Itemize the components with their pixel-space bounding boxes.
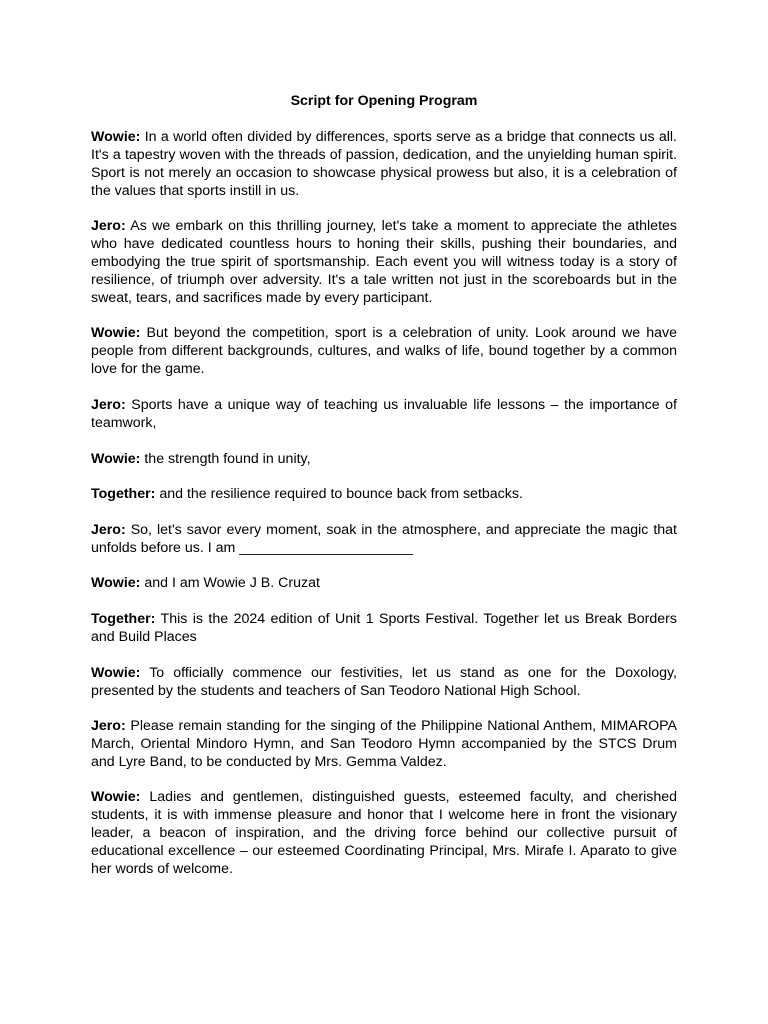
script-paragraph bbox=[91, 324, 677, 378]
speaker-label: Wowie: bbox=[91, 789, 141, 805]
speaker-label: Wowie: bbox=[91, 129, 141, 145]
speaker-label: Together: bbox=[91, 486, 156, 502]
speaker-label: Wowie: bbox=[91, 575, 141, 591]
speaker-label: Jero: bbox=[91, 218, 126, 234]
dialogue-text: and I am Wowie J B. Cruzat bbox=[144, 575, 320, 591]
dialogue-text: In a world often divided by differences, sports serve as a bridge that connects us all. It's a tapestry woven with the threads of passion, dedication, and the unyielding human spirit. Sport is not merely an occasion to showcase physical prowess but also, it is a celebration of the values that sports instill in us. bbox=[91, 129, 677, 199]
speaker-label: Wowie: bbox=[91, 451, 141, 467]
script-paragraph bbox=[91, 664, 677, 700]
script-paragraph bbox=[91, 788, 677, 878]
script-paragraph bbox=[91, 485, 677, 503]
dialogue-text: As we embark on this thrilling journey, let's take a moment to appreciate the athletes who have dedicated countless hours to honing their skills, pushing their boundaries, and embodying the true spirit of sportsmanship. Each event you will witness today is a story of resilience, of triumph over adversity. It's a tale written not just in the scoreboards but in the sweat, tears, and sacrifices made by every participant. bbox=[91, 218, 677, 306]
page-title: Script for Opening Program bbox=[290, 93, 478, 109]
speaker-label: Jero: bbox=[91, 397, 126, 413]
dialogue-text: So, let's savor every moment, soak in the atmosphere, and appreciate the magic that unfolds before us. I am ______________________ bbox=[91, 522, 677, 556]
dialogue-text: Sports have a unique way of teaching us invaluable life lessons – the importance of teamwork, bbox=[91, 397, 677, 431]
dialogue-text: To officially commence our festivities, let us stand as one for the Doxology, presented by the students and teachers of San Teodoro National High School. bbox=[91, 665, 677, 699]
dialogue-text: the strength found in unity, bbox=[144, 451, 311, 467]
dialogue-text: Ladies and gentlemen, distinguished guests, esteemed faculty, and cherished students, it is with immense pleasure and honor that I welcome here in front the visionary leader, a beacon of inspiration, and the driving force behind our collective pursuit of educational excellence – our esteemed Coordinating Principal, Mrs. Mirafe I. Aparato to give her words of welcome. bbox=[91, 789, 677, 877]
script-paragraph bbox=[91, 128, 677, 200]
script-paragraph bbox=[91, 217, 677, 307]
dialogue-text: Please remain standing for the singing of the Philippine National Anthem, MIMAROPA March, Oriental Mindoro Hymn, and San Teodoro Hymn accompanied by the STCS Drum and Lyre Band, to be conducted by Mrs. Gemma Valdez. bbox=[91, 718, 677, 770]
speaker-label: Jero: bbox=[91, 718, 126, 734]
speaker-label: Jero: bbox=[91, 522, 126, 538]
speaker-label: Together: bbox=[91, 611, 156, 627]
script-paragraph bbox=[91, 396, 677, 432]
speaker-label: Wowie: bbox=[91, 665, 141, 681]
script-paragraph bbox=[91, 717, 677, 771]
script-paragraph bbox=[91, 610, 677, 646]
dialogue-text: This is the 2024 edition of Unit 1 Sports Festival. Together let us Break Borders and Build Places bbox=[91, 611, 678, 645]
script-paragraph bbox=[91, 521, 677, 557]
dialogue-text: But beyond the competition, sport is a celebration of unity. Look around we have people from different backgrounds, cultures, and walks of life, bound together by a common love for the game. bbox=[91, 325, 677, 377]
script-paragraph bbox=[91, 574, 677, 592]
dialogue-text: and the resilience required to bounce back from setbacks. bbox=[159, 486, 523, 502]
script-paragraph bbox=[91, 450, 677, 468]
speaker-label: Wowie: bbox=[91, 325, 141, 341]
